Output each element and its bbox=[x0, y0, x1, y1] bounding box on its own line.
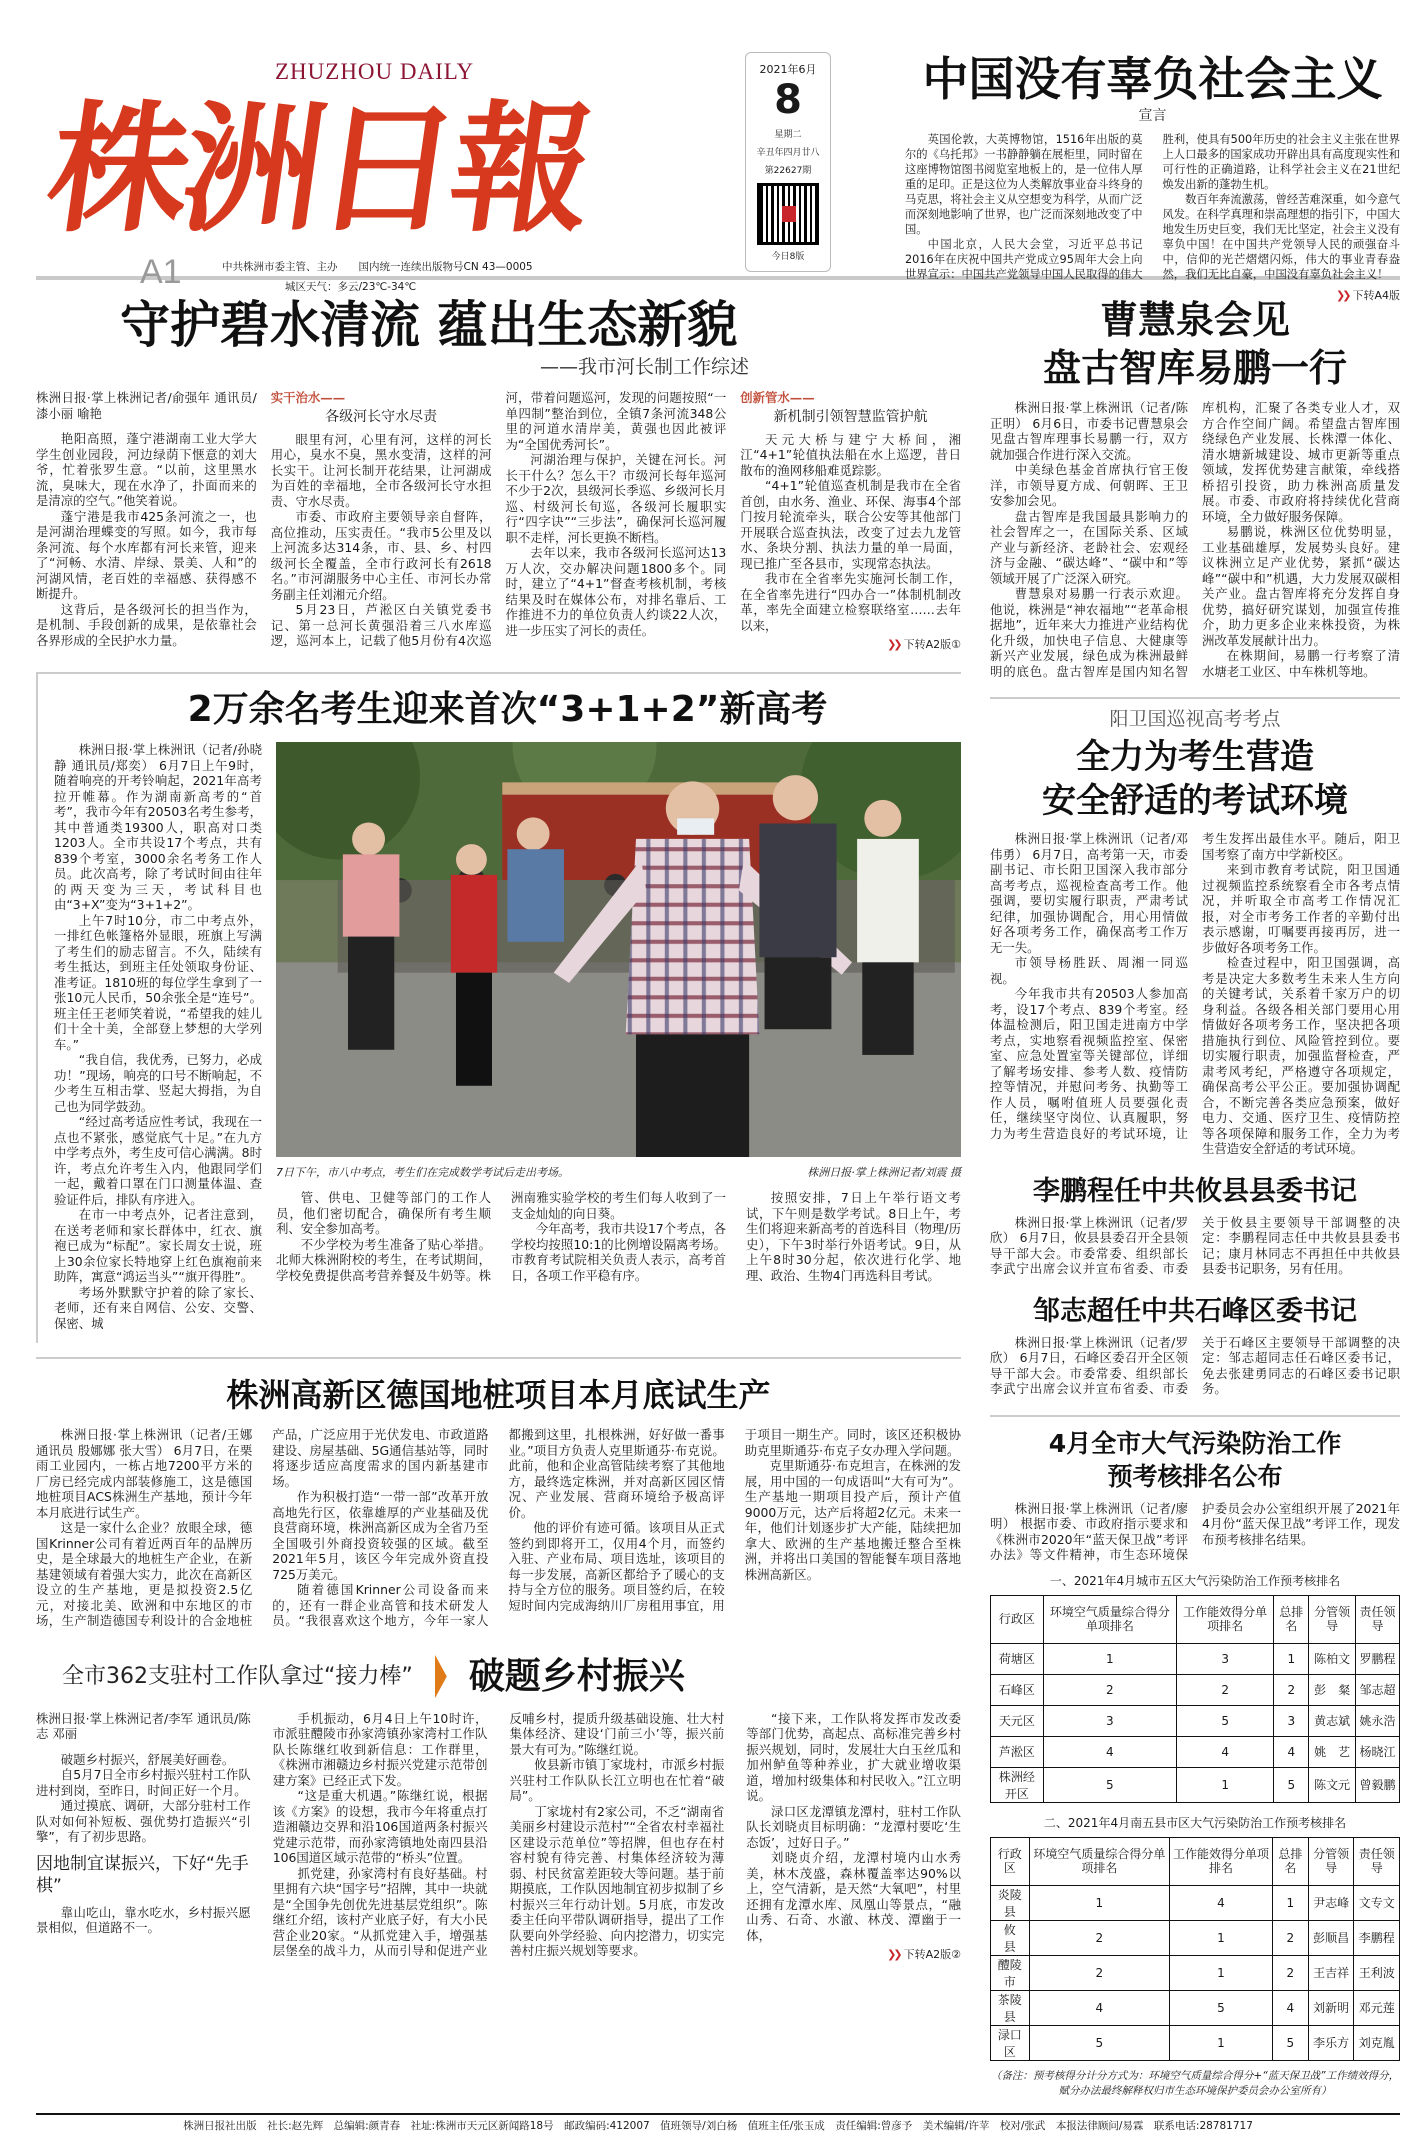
shifeng-headline: 邹志超任中共石峰区委书记 bbox=[1033, 1295, 1357, 1327]
headline-line: 安全舒适的考试环境 bbox=[1042, 781, 1348, 821]
headline-line: 曹慧泉会见 bbox=[1099, 298, 1290, 342]
paragraph: 自5月7日全市乡村振兴驻村工作队进村到岗，至昨日，时间正好一个月。 bbox=[36, 1767, 251, 1798]
divider bbox=[36, 1357, 961, 1359]
table-cell: 杨晓江 bbox=[1356, 1736, 1400, 1767]
photo-caption: 7日下午，市八中考点，考生们在完成数学考试后走出考场。 bbox=[276, 1166, 569, 1179]
editorial-author: 宣言 bbox=[1138, 108, 1167, 124]
gaokao-body bbox=[54, 742, 961, 1331]
table-cell: 3 bbox=[1176, 1643, 1273, 1674]
table-cell: 5 bbox=[1176, 1705, 1273, 1736]
table-cell: 5 bbox=[1272, 2025, 1308, 2060]
gaokao-bottom-columns bbox=[276, 1190, 961, 1283]
photo-credit: 株洲日报·掌上株洲记者/刘震 摄 bbox=[807, 1166, 961, 1179]
headline-line: 预考核排名公布 bbox=[1107, 1461, 1283, 1491]
paragraph: 市领导杨胜跃、周湘一同巡视。 bbox=[990, 955, 1188, 986]
column-header: 分管领导 bbox=[1309, 1595, 1356, 1643]
column-header: 工作能效得分单项排名 bbox=[1170, 1837, 1273, 1885]
section-title: 各级河长守水尽责 bbox=[325, 408, 438, 425]
paragraph: 刘晓贞介绍，龙潭村境内山水秀美，林木茂盛，森林覆盖率达90%以上，空气清新，是天然“大氧吧”，村里还拥有龙潭水库、凤凰山等景点，“融山秀、石奇、水澈、林茂、潭幽于一体， bbox=[746, 1850, 961, 1943]
table-cell: 1 bbox=[1029, 1885, 1170, 1920]
masthead bbox=[36, 0, 1400, 302]
table-row bbox=[991, 1990, 1400, 2025]
table-row bbox=[991, 1885, 1400, 1920]
rural-intro bbox=[36, 1752, 251, 1845]
table-cell: 刘克胤 bbox=[1354, 2025, 1400, 2060]
paragraph: 株洲日报·掌上株洲讯（记者/廖明） 根据市委、市政府指示要求和《株洲市2020年“蓝天保卫战”考评办法》等文件精神，市生态环境保护委员会办公室组织开展了2021年4月份“蓝天保卫战”考评工作，现发布预考核排名结果。 bbox=[990, 1500, 1400, 1562]
paragraph: 中国北京，人民大会堂，习近平总书记2016年在庆祝中国共产党成立95周年大会上向世界宣示：中国共产党领导中国人民取得的伟大胜利，使具有500年历史的社会主义主张在世界上人口最多的国家成功开辟出具有高度现实性和可行性的正确道路，让科学社会主义在21世纪焕发出新的蓬勃生机。 bbox=[905, 133, 1400, 281]
table-cell: 1 bbox=[1170, 2025, 1273, 2060]
paragraph: 眼里有河，心里有河，这样的河长用心，臭水不臭，黑水变清，这样的河长实干。让河长制开花结果，让河湖成为百姓的幸福地，全市各级河长守水担责、守水尽责。 bbox=[270, 431, 492, 509]
masthead-left bbox=[36, 40, 745, 298]
date-day: 8 bbox=[774, 77, 802, 123]
footer-credits: 株洲日报社出版 社长:赵先辉 总编辑:颜青春 社址:株洲市天元区新闻路18号 邮政编码:412007 值班领导/刘白杨 值班主任/张玉成 责任编辑:曾彦予 美术编辑/许苹 校对/张武 本报法律顾问/易霖 联系电话:28781717 bbox=[36, 2113, 1400, 2133]
paragraph: 株洲日报·掌上株洲讯（记者/王娜 通讯员 殷娜娜 张大雪） 6月7日，在栗雨工业园内，一栋占地7200平方米的厂房已经完成内部装修施工，这是德国地桩项目ACS株洲生产基地，预计今年本月底进行试生产。 bbox=[36, 1427, 253, 1520]
table-cell: 石峰区 bbox=[991, 1674, 1044, 1705]
meeting-headline bbox=[990, 296, 1400, 392]
table-note: （备注：预考核得分计分方式为：环境空气质量综合得分+“蓝天保卫战”工作绩效得分，赋分办法最终解释权归市生态环境保护委员会办公室所有） bbox=[990, 2069, 1400, 2097]
paragraph: 5月23日，芦淞区白关镇党委书记、第一总河长黄强沿着三八水库巡逻，巡河本上，记载了他5月份有4次巡河，带着问题巡河，发现的问题按照“一单四制”整治到位，全镇7条河流348公里的河道水清岸美，黄强也因此被评为“全国优秀河长”。 bbox=[270, 390, 727, 648]
river-jump[interactable] bbox=[740, 633, 961, 652]
table-cell: 王吉祥 bbox=[1308, 1955, 1354, 1990]
section-title: 新机制引领智慧监管护航 bbox=[773, 408, 928, 425]
table-cell: 4 bbox=[1170, 1885, 1273, 1920]
table-cell: 茶陵县 bbox=[991, 1990, 1030, 2025]
paragraph: 上午7时10分，市二中考点外，一排红色帐篷格外显眼，班旗上写满了考生们的励志留言。不久，陆续有考生抵达，到班主任处领取身份证、准考证。1810班的每位学生拿到了一张10元人民币，50余张全是“连号”。班主任王老师笑着说，“希望我的娃儿们十全十美，全部登上梦想的大学列车。” bbox=[54, 912, 262, 1052]
rural-subhead: 因地制宜谋振兴，下好“先手棋” bbox=[36, 1853, 249, 1896]
editorial-title: 中国没有辜负社会主义 bbox=[922, 52, 1383, 106]
table-cell: 5 bbox=[1043, 1767, 1176, 1802]
table-cell: 5 bbox=[1170, 1990, 1273, 2025]
table-cell: 5 bbox=[1029, 2025, 1170, 2060]
editorial bbox=[905, 52, 1400, 303]
newspaper-logo: 株洲日報 bbox=[38, 88, 598, 252]
table1-title: 一、2021年4月城市五区大气污染防治工作预考核排名 bbox=[1049, 1573, 1341, 1588]
paragraph: 株洲日报·掌上株洲讯（记者/罗欣） 6月7日，石峰区委召开全区领导干部大会。市委常委、组织部长李武宁出席会议并宣布省委、市委关于石峰区主要领导干部调整的决定：邹志超同志任石峰区委书记，免去张建勇同志的石峰区委书记职务。 bbox=[990, 1334, 1400, 1396]
paragraph: 不少学校为考生准备了贴心举措。北师大株洲附校的考生，在考试期间，学校免费提供高考营养餐及牛奶等。株洲南雅实验学校的考生们每人收到了一支金灿灿的向日葵。 bbox=[276, 1190, 726, 1283]
paragraph: 株洲日报·掌上株洲讯（记者/罗欣） 6月7日，攸县县委召开全县领导干部大会。市委常委、组织部长李武宁出席会议并宣布省委、市委关于攸县主要领导干部调整的决定：李鹏程同志任中共攸县县委书记；康月林同志不再担任中共攸县县委书记职务，另有任用。 bbox=[990, 1214, 1400, 1276]
table2-title: 二、2021年4月南五县市区大气污染防治工作预考核排名 bbox=[1043, 1815, 1347, 1830]
table-cell: 邓元莲 bbox=[1354, 1990, 1400, 2025]
table-cell: 炎陵县 bbox=[991, 1885, 1030, 1920]
paragraph: 株洲日报·掌上株洲讯（记者/邓伟勇） 6月7日，高考第一天，市委副书记、市长阳卫国深入我市部分高考考点，巡视检查高考工作。他强调，要切实履行职责，严肃考试纪律，加强协调配合，用心用情做好各项考务工作，确保高考工作万无一失。 bbox=[990, 831, 1188, 955]
table-row bbox=[991, 1955, 1400, 1990]
table-cell: 5 bbox=[1274, 1767, 1309, 1802]
column-header: 责任领导 bbox=[1356, 1595, 1400, 1643]
table-cell: 株洲经开区 bbox=[991, 1767, 1044, 1802]
table-row bbox=[991, 1643, 1400, 1674]
table-cell: 4 bbox=[1272, 1990, 1308, 2025]
issue-number: 第22627期 bbox=[764, 166, 812, 176]
table-cell: 4 bbox=[1029, 1990, 1170, 2025]
krinner-headline: 株洲高新区德国地桩项目本月底试生产 bbox=[226, 1376, 771, 1414]
table-cell: 渌口区 bbox=[991, 2025, 1030, 2060]
table-cell: 邹志超 bbox=[1356, 1674, 1400, 1705]
table-cell: 曾毅鹏 bbox=[1356, 1767, 1400, 1802]
table-cell: 姚永浩 bbox=[1356, 1705, 1400, 1736]
byline: 株洲日报·掌上株洲记者/俞强年 通讯员/漆小丽 喻艳 bbox=[36, 390, 257, 421]
paragraph: 曹慧泉对易鹏一行表示欢迎。他说，株洲是“神农福地”“老革命根据地”，近年来大力推进产业结构优化升级，加快电子信息、大健康等新兴产业发展，绿色成为株洲最鲜明的底色。盘古智库是国内知名智库机构，汇聚了各类专业人才，双方合作空间广阔。希望盘古智库围绕绿色产业发展、长株潭一体化、清水塘新城建设、城市更新等重点领域，发挥优势建言献策，牵线搭桥招引投资，助力株洲高质量发展。市委、市政府将持续优化营商环境，全力做好服务保障。 bbox=[990, 400, 1400, 679]
column-header: 工作能效得分单项排名 bbox=[1176, 1595, 1273, 1643]
section-kicker: 实干治水—— bbox=[270, 390, 346, 405]
paragraph: 攸县新市镇丁家垅村，市派乡村振兴驻村工作队队长江立明也在忙着“破局”。 bbox=[509, 1757, 725, 1803]
table-cell: 李乐方 bbox=[1308, 2025, 1354, 2060]
paragraph: 去年以来，我市各级河长巡河达13万人次，交办解决问题1800多个。同时，建立了“4+1”督查考核机制，考核结果及时在媒体公布，对排名靠后、工作推进不力的单位负责人约谈22人次，进一步压实了河长的责任。 bbox=[505, 545, 727, 638]
inspect-kicker: 阳卫国巡视高考考点 bbox=[990, 697, 1400, 731]
table-row bbox=[991, 1674, 1400, 1705]
youxian-headline: 李鹏程任中共攸县县委书记 bbox=[1033, 1175, 1357, 1207]
inspect-headline bbox=[990, 735, 1400, 823]
paragraph: 株洲日报·掌上株洲讯（记者/陈正明） 6月6日，市委书记曹慧泉会见盘古智库理事长易鹏一行，双方就加强合作进行深入交流。 bbox=[990, 400, 1188, 462]
table-cell: 1 bbox=[1043, 1643, 1176, 1674]
paragraph: 考场外默默守护着的除了家长、老师，还有来自网信、公安、交警、保密、城 bbox=[54, 1284, 262, 1331]
paragraph: 今年我市共有20503人参加高考，设17个考点、839个考室。经体温检测后，阳卫国走进南方中学考点，实地察看视频监控室、保密室、应急处置室等关键部位，详细了解考场安排、参考人数、疫情防控等情况，并慰问考务、执勤等工作人员，嘱咐值班人员要强化责任，继续坚守岗位、认真履职，努力为考生营造良好的考试环境，让考生发挥出最佳水平。随后，阳卫国考察了南方中学新校区。 bbox=[990, 831, 1400, 1141]
paragraph: 在市一中考点外，记者注意到，在送考老师和家长群体中，红衣、旗袍已成为“标配”。家长周女士说，班上30余位家长特地穿上红色旗袍前来助阵，寓意“鸿运当头”“旗开得胜”。 bbox=[54, 1207, 262, 1284]
page-count: 今日8版 bbox=[771, 252, 805, 262]
paragraph: 来到市教育考试院，阳卫国通过视频监控系统察看全市各考点情况，并听取全市高考工作情况汇报，对全市考务工作者的辛勤付出表示感谢，叮嘱要再接再厉，进一步做好各项考务工作。 bbox=[1202, 862, 1400, 955]
lunar-date: 辛丑年四月廿八 bbox=[756, 148, 820, 158]
table-cell: 文专文 bbox=[1354, 1885, 1400, 1920]
table-cell: 王利波 bbox=[1354, 1955, 1400, 1990]
byline: 株洲日报·掌上株洲记者/李军 通讯员/陈志 邓丽 bbox=[36, 1710, 251, 1741]
column-header: 环境空气质量综合得分单项排名 bbox=[1043, 1595, 1176, 1643]
column-header: 总排名 bbox=[1272, 1837, 1308, 1885]
right-area bbox=[990, 296, 1400, 2099]
table-cell: 2 bbox=[1272, 1955, 1308, 1990]
paragraph: 破题乡村振兴，舒展美好画卷。 bbox=[60, 1751, 235, 1767]
paragraph: 手机振动，6月4日上午10时许，市派驻醴陵市孙家湾镇孙家湾村工作队队长陈继红收到新信息：工作群里，《株洲市湘赣边乡村振兴党建示范带创建方案》已经正式下发。 bbox=[272, 1710, 488, 1788]
river-section-2 bbox=[740, 432, 961, 634]
left-area bbox=[36, 296, 961, 1962]
photo-caption-row bbox=[276, 1165, 961, 1180]
table-cell: 1 bbox=[1170, 1955, 1273, 1990]
table-cell: 1 bbox=[1272, 1885, 1308, 1920]
english-title: ZHUZHOU DAILY bbox=[275, 59, 475, 84]
paragraph: 中美绿色基金首席执行官王俊洋，市领导夏方成、何朝晖、王卫安参加会见。 bbox=[990, 462, 1188, 508]
paragraph: 盘古智库是我国最具影响力的社会智库之一，在国际关系、区域产业与新经济、老龄社会、宏观经济与金融、“碳达峰”、“碳中和”等领域开展了广泛深入研究。 bbox=[990, 508, 1188, 586]
table-cell: 天元区 bbox=[991, 1705, 1044, 1736]
paragraph: 河湖治理与保护，关键在河长。河长干什么？怎么干？市级河长每年巡河不少于2次，县级河长季巡、乡级河长月巡、村级河长旬巡，各级河长履职实行“四字诀”“三步法”，确保河长巡河履职不走样，河长更换不断档。 bbox=[505, 452, 727, 545]
meeting-body bbox=[990, 400, 1400, 679]
river-headline: 守护碧水清流 蕴出生态新貌 bbox=[120, 296, 738, 354]
table-cell: 刘新明 bbox=[1308, 1990, 1354, 2025]
paragraph: 按照安排，7日上午举行语文考试，下午则是数学考试。8日上午，考生们将迎来新高考的首选科目（物理/历史），下午3时举行外语考试。9日，从上午8时30分起，依次进行化学、地理、政治、生物4门再选科目考试。 bbox=[746, 1190, 961, 1283]
table-cell: 3 bbox=[1043, 1705, 1176, 1736]
table-cell: 1 bbox=[1170, 1920, 1273, 1955]
table-cell: 李鹏程 bbox=[1354, 1920, 1400, 1955]
table-header-row bbox=[991, 1595, 1400, 1643]
section-kicker: 创新管水—— bbox=[740, 390, 815, 405]
youxian-body bbox=[990, 1215, 1400, 1277]
column-header: 环境空气质量综合得分单项排名 bbox=[1029, 1837, 1170, 1885]
date-box bbox=[745, 52, 831, 272]
table-row bbox=[991, 2025, 1400, 2060]
gaokao-photo bbox=[276, 742, 961, 1157]
table-cell: 1 bbox=[1274, 1643, 1309, 1674]
table-row bbox=[991, 1736, 1400, 1767]
editorial-body bbox=[905, 132, 1400, 282]
table-cell: 彭 粲 bbox=[1309, 1674, 1356, 1705]
table-cell: 尹志峰 bbox=[1308, 1885, 1354, 1920]
rural-headline: 破题乡村振兴 bbox=[468, 1655, 685, 1697]
main-content bbox=[36, 296, 1400, 2099]
river-subtitle: ——我市河长制工作综述 bbox=[540, 356, 750, 378]
table-cell: 芦淞区 bbox=[991, 1736, 1044, 1767]
paragraph: 这背后，是各级河长的担当作为，是机制、手段创新的成果，是依靠社会各界形成的全民护水力量。 bbox=[36, 601, 257, 648]
column-header: 行政区 bbox=[991, 1837, 1030, 1885]
table-cell: 4 bbox=[1176, 1736, 1273, 1767]
rural-kicker: 全市362支驻村工作队拿过“接力棒” bbox=[62, 1663, 413, 1689]
rural-jump[interactable] bbox=[746, 1943, 961, 1962]
paragraph: 随着德国Krinner公司设备而来的，还有一群企业高管和技术研发人员。“我很喜欢这个地方，今年一家人都搬到这里，扎根株洲，好好做一番事业。”项目方负责人克里斯通芬·布克说。此前，他和企业高管陆续考察了其他地方，最终选定株洲，并对高新区园区情况、产业发展、营商环境给予极高评价。 bbox=[272, 1427, 725, 1628]
inspect-body bbox=[990, 831, 1400, 1157]
paragraph: “我自信，我优秀，已努力，必成功！”现场，响亮的口号不断响起，不少考生互相击掌、竖起大拇指，为自己也为同学鼓劲。 bbox=[54, 1052, 262, 1114]
headline-line: 4月全市大气污染防治工作 bbox=[1048, 1428, 1342, 1458]
table-cell: 醴陵市 bbox=[991, 1955, 1030, 1990]
column-header: 总排名 bbox=[1274, 1595, 1309, 1643]
jump-label: 下转A4版 bbox=[1352, 289, 1400, 302]
paragraph: 艳阳高照，蓬宁港湖南工业大学大学生创业园段，河边绿荫下惬意的刘大爷，忙着张罗生意。“以前，这里黑水流，臭味大，现在水净了，扑面而来的是清凉的空气。”他笑着说。 bbox=[36, 431, 257, 508]
table-cell: 陈文元 bbox=[1309, 1767, 1356, 1802]
table-cell: 彭顺昌 bbox=[1308, 1920, 1354, 1955]
column-header: 分管领导 bbox=[1308, 1837, 1354, 1885]
table-cell: 攸 县 bbox=[991, 1920, 1030, 1955]
table-row bbox=[991, 1767, 1400, 1802]
paragraph: 靠山吃山，靠水吃水，乡村振兴愿景相似，但道路不一。 bbox=[36, 1904, 251, 1935]
rural-header bbox=[62, 1655, 961, 1699]
river-intro bbox=[36, 431, 257, 648]
ranking-table-counties bbox=[990, 1837, 1400, 2061]
gaokao-headline: 2万余名考生迎来首次“3+1+2”新高考 bbox=[187, 689, 828, 730]
paragraph: 在株期间，易鹏一行考察了清水塘老工业区、中车株机等地。 bbox=[1202, 648, 1400, 679]
headline-line: 全力为考生营造 bbox=[1076, 737, 1314, 777]
table-cell: 2 bbox=[1029, 1955, 1170, 1990]
shifeng-body bbox=[990, 1335, 1400, 1397]
gaokao-frame bbox=[36, 672, 961, 1343]
paragraph: 抓党建，孙家湾村有良好基础。村里拥有六块“国字号”招牌，其中一块就是“全国争先创优先进基层党组织”。陈继红介绍，该村产业底子好，有大小民营企业20家。“从抓党建入手，增强基层堡垒的战斗力，从而引导和促进产业反哺乡村，提质升级基础设施、壮大村集体经济、建设‘门前三小’等，振兴前景大有可为。”陈继红说。 bbox=[272, 1710, 725, 1958]
krinner-body bbox=[36, 1427, 961, 1629]
chevron-icon bbox=[435, 1655, 447, 1699]
gaokao-left-column bbox=[54, 742, 262, 1331]
paragraph: 作为积极打造“一带一部”改革开放高地先行区，依靠雄厚的产业基础及优良营商环境，株洲高新区成为全省乃至全国吸引外商投资较强的区域。截至2021年5月，该区今年完成外资直投725万美元。 bbox=[272, 1489, 489, 1582]
paragraph: 天元大桥与建宁大桥间，湘江“4+1”轮值执法船在水上巡逻，昔日散布的渔网移船难觅踪影。 bbox=[740, 431, 961, 478]
qr-code[interactable] bbox=[757, 183, 819, 245]
table-cell: 4 bbox=[1043, 1736, 1176, 1767]
paragraph: 蓬宁港是我市425条河流之一，也是河湖治理蝶变的写照。如今，我市每条河流、每个水库都有河长来管，迎来了“河畅、水清、岸绿、景美、人和”的河湖风情，老百姓的幸福感、获得感不断提升。 bbox=[36, 508, 257, 601]
page-number: A1 bbox=[140, 253, 182, 291]
paragraph: 他的评价有迹可循。该项目从正式签约到即将开工，仅用4个月，而签约入驻、产业布局、项目选址，该项目的每一步发展，高新区都给予了暖心的支持与全方位的服务。项目签约后，在较短时间内完成海纳川厂房租用事宜，用于项目一期生产。同时，该区还积极协助克里斯通芬·布克子女办理入学问题。 bbox=[508, 1427, 961, 1613]
paragraph: “经过高考适应性考试，我现在一点也不紧张，感觉底气十足。”在九方中学考点外，考生皮可信心满满。8时许，考点允许考生入内，他跟同学们一起，戴着口罩在门口测量体温、查验证件后，排队有序进入。 bbox=[54, 1114, 262, 1207]
paragraph: 通过摸底、调研，大部分驻村工作队对如何补短板、强优势打造振兴“引擎”，有了初步思路。 bbox=[36, 1798, 251, 1844]
table-cell: 陈柏文 bbox=[1309, 1643, 1356, 1674]
ranking-table-urban bbox=[990, 1595, 1400, 1803]
table-header-row bbox=[991, 1837, 1400, 1885]
air-body bbox=[990, 1501, 1400, 1563]
table-row bbox=[991, 1705, 1400, 1736]
chevron-icon: ❯❯ bbox=[887, 1948, 900, 1961]
air-headline bbox=[990, 1415, 1400, 1493]
river-section-1 bbox=[271, 390, 727, 652]
paragraph: 丁家垅村有2家公司，不乏“湖南省美丽乡村建设示范村”“全省农村幸福社区建设示范单位”等招牌，但也存在村容村貌有待完善、村集体经济较为薄弱、村民贫富差距较大等问题。基于前期摸底，工作队因地制宜初步拟制了乡村振兴三年行动计划。5月底，市发改委主任向平带队调研指导，提出了工作队要向外学经验、向内挖潜力，切实完善村庄振兴规划等要求。 bbox=[509, 1803, 725, 1958]
paragraph: 渌口区龙潭镇龙潭村，驻村工作队队长刘晓贞目标明确：“龙潭村要吃‘生态饭’，过好日子。” bbox=[746, 1803, 961, 1850]
table-row bbox=[991, 1920, 1400, 1955]
paragraph: 检查过程中，阳卫国强调，高考是决定大多数考生未来人生方向的关键考试，关系着千家万户的切身利益。各级各相关部门要用心用情做好各项考务工作，坚决把各项措施执行到位、风险管控到位。要切实履行职责，加强监督检查，严肃考风考纪，严格遵守各项规定，确保高考公平公正。要加强协调配合，不断完善各类应急预案，做好电力、交通、医疗卫生、疫情防控等各项保障和服务工作，全力为考生营造安全舒适的考试环境。 bbox=[1202, 955, 1400, 1156]
paragraph: 这是一家什么企业？放眼全球，德国Krinner公司有着近两百年的品牌历史，是全球最大的地桩生产企业，在新基建领域有着强大实力，此次在高新区设立的生产基地，更是拟投资2.5亿元，对接北美、欧洲和中东地区的市场，生产制造德国专利设计的合金地桩产品，广泛应用于光伏发电、市政道路建设、房屋基础、5G通信基站等，同时将逐步适应高度需求的国内新基建市场。 bbox=[36, 1427, 489, 1628]
table-cell: 2 bbox=[1043, 1674, 1176, 1705]
paragraph: 数百年奔流激荡，曾经苦难深重，如今意气风发。在科学真理和崇高理想的指引下，中国大地发生历史巨变，我们无比坚定，社会主义没有辜负中国！在中国共产党领导人民的顽强奋斗中，信仰的光芒熠熠闪烁，伟大的事业青春盎然，我们无比自豪，中国没有辜负社会主义！ bbox=[1162, 193, 1400, 281]
table-cell: 3 bbox=[1274, 1705, 1309, 1736]
chevron-icon: ❯❯ bbox=[887, 638, 900, 651]
table-cell: 2 bbox=[1272, 1920, 1308, 1955]
table-cell: 4 bbox=[1274, 1736, 1309, 1767]
date-month: 2021年6月 bbox=[759, 63, 817, 76]
headline-line: 盘古智库易鹏一行 bbox=[1042, 346, 1347, 390]
table-cell: 2 bbox=[1176, 1674, 1273, 1705]
table-cell: 姚 艺 bbox=[1309, 1736, 1356, 1767]
paragraph: 克里斯通芬·布克坦言，在株洲的发展，用中国的一句成语叫“大有可为”。生产基地一期项目投产后，预计产值9000万元，达产后将超2亿元。未来一年，他们计划逐步扩大产能，陆续把加拿大、欧洲的生产基地搬迁整合至株洲，并将出口美国的智能餐车项目落地株洲高新区。 bbox=[744, 1458, 961, 1582]
paragraph: 英国伦敦，大英博物馆，1516年出版的莫尔的《乌托邦》一书静静躺在展柜里，同时留在这座博物馆图书阅览室地板上的，是一位伟人厚重的足印。正是这位为人类解放事业奋斗终身的马克思，将社会主义从空想变为科学，从而广泛而深刻地影响了世界，也广泛而深刻地改变了中国。 bbox=[905, 133, 1143, 236]
gaokao-right-area bbox=[276, 742, 961, 1283]
paragraph: 今年高考，我市共设17个考点，各学校均按照10:1的比例增设隔离考场。市教育考试院相关负责人表示，高考首日，各项工作平稳有序。 bbox=[511, 1221, 726, 1283]
paragraph: “接下来，工作队将发挥市发改委等部门优势，高起点、高标准完善乡村振兴规划，同时，发展壮大白玉丝瓜和加州鲈鱼等种养业，扩大就业增收渠道，增加村级集体和村民收入。”江立明说。 bbox=[746, 1710, 961, 1803]
chevron-icon: ❯❯ bbox=[1336, 289, 1349, 302]
column-header: 行政区 bbox=[991, 1595, 1044, 1643]
table-cell: 荷塘区 bbox=[991, 1643, 1044, 1674]
table-cell: 罗鹏程 bbox=[1356, 1643, 1400, 1674]
paragraph: 我市在全省率先实施河长制工作，在全省率先进行“四办合一”体制机制改革，率先全面建立检察联络室……去年以来， bbox=[740, 571, 961, 633]
rural-body bbox=[36, 1711, 961, 1963]
paragraph: 市委、市政府主要领导亲自督阵，高位推动，压实责任。“我市5公里及以上河流多达314条，市、县、乡、村四级河长全覆盖，全市行政河长有2618名。”市河湖服务中心主任、市河长办常务副主任刘湘元介绍。 bbox=[270, 509, 492, 602]
table-cell: 2 bbox=[1029, 1920, 1170, 1955]
paragraph: “这是重大机遇。”陈继红说，根据该《方案》的设想，我市今年将重点打造湘赣边交界和沿106国道两条村振兴党建示范带，而孙家湾镇地处南四县沿106国道区域示范带的“桥头”位置。 bbox=[272, 1788, 488, 1865]
table-cell: 黄志斌 bbox=[1309, 1705, 1356, 1736]
paragraph: 管、供电、卫健等部门的工作人员，他们密切配合，确保所有考生顺利、安全参加高考。 bbox=[276, 1190, 491, 1236]
publisher-info: 中共株洲市委主管、主办 国内统一连续出版物号CN 43—0005 bbox=[222, 261, 533, 273]
paragraph: “4+1”轮值巡查机制是我市在全省首创，由水务、渔业、环保、海事4个部门按月轮流牵头，联合公安等其他部门开展联合巡查执法，改变了过去九龙管水、条块分割、执法力量的单一局面，现已推广至各县市，实现常态执法。 bbox=[740, 478, 961, 571]
table-cell: 1 bbox=[1176, 1767, 1273, 1802]
paragraph: 株洲日报·掌上株洲讯（记者/孙晓静 通讯员/郑奕） 6月7日上午9时，随着响亮的开考铃响起，2021年高考拉开帷幕。作为湖南新高考的“首考”，我市今年有20503名考生参考，其中普通类19300人，职高对口类1203人。全市共设17个考点，共有839个考室，3000余名考务工作人员。此次高考，除了考试时间由往年的两天变为三天，考试科目也由“3+X”变为“3+1+2”。 bbox=[54, 742, 262, 912]
jump-label: 下转A2版① bbox=[903, 638, 961, 651]
river-body bbox=[36, 390, 961, 652]
column-header: 责任领导 bbox=[1354, 1837, 1400, 1885]
jump-label: 下转A2版② bbox=[903, 1948, 961, 1961]
paragraph: 易鹏说，株洲区位优势明显，工业基础雄厚，发展势头良好。建议株洲立足产业优势，紧抓“碳达峰”“碳中和”机遇，大力发展双碳相关产业。盘古智库将充分发挥自身优势，搞好研究谋划，加强宣传推介，助力更多企业来株投资，为株洲改革发展献计出力。 bbox=[1202, 524, 1400, 648]
weather: 城区天气：多云/23℃-34℃ bbox=[285, 281, 417, 293]
table-cell: 2 bbox=[1274, 1674, 1309, 1705]
weekday: 星期二 bbox=[774, 130, 802, 140]
